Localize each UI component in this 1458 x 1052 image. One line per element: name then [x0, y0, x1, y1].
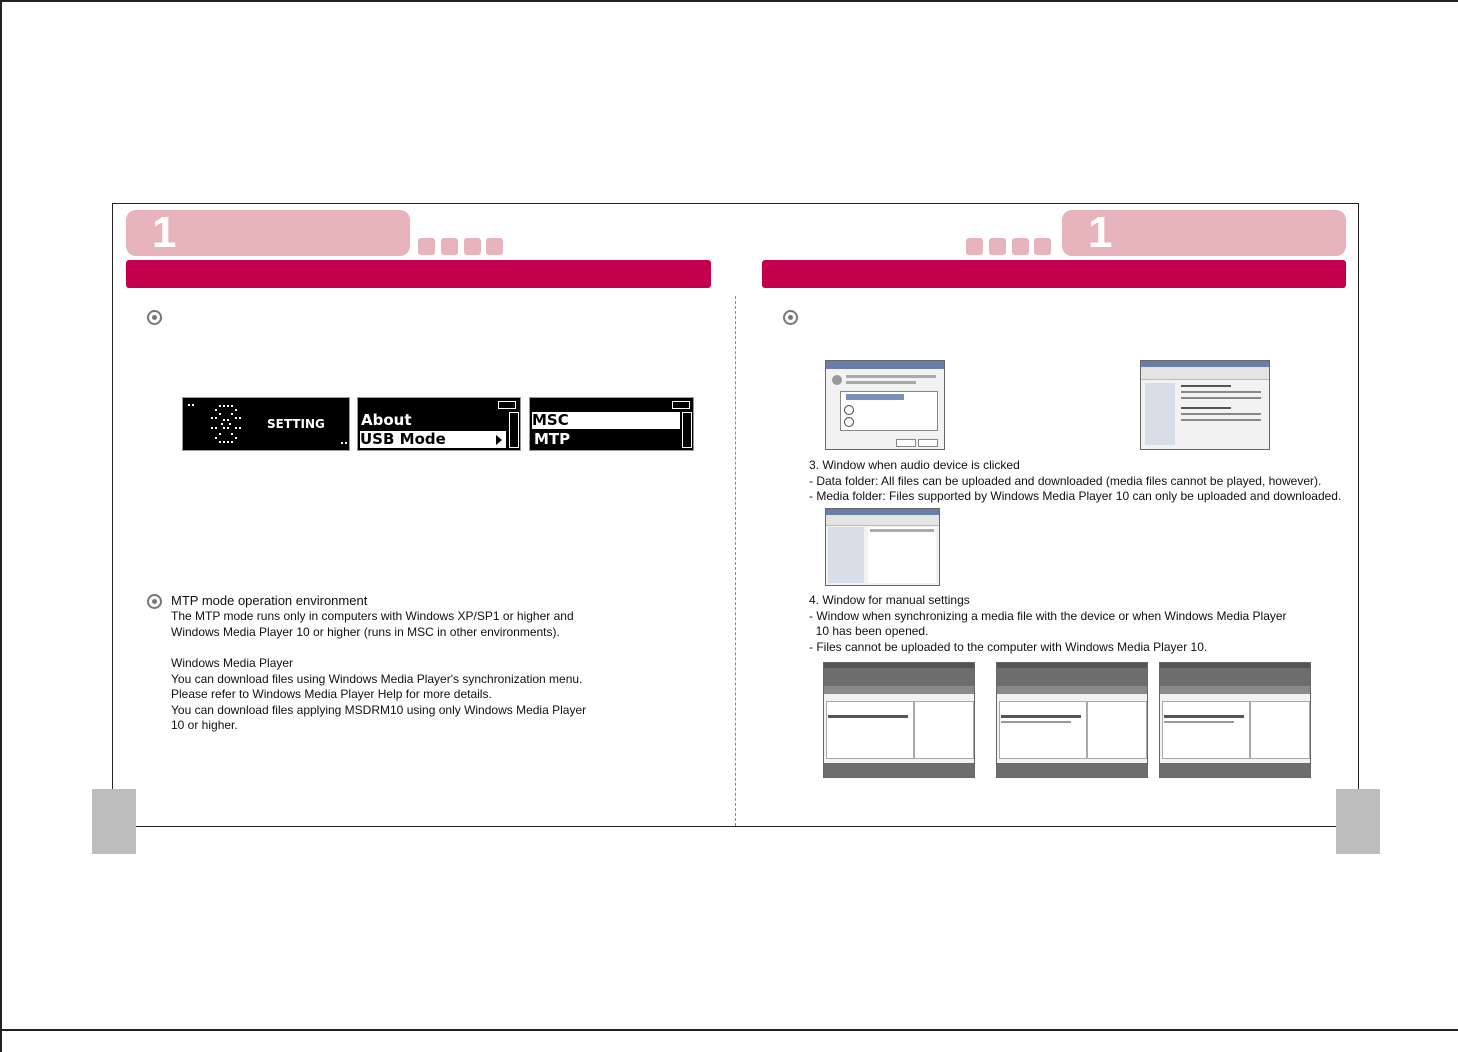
mtp-text-line: The MTP mode runs only in computers with Windows XP/SP1 or higher and	[171, 609, 574, 623]
submenu-arrow-icon	[496, 435, 502, 445]
left-section-band	[126, 260, 711, 288]
page-edge-left	[0, 0, 2, 1052]
chapter-dot	[464, 238, 481, 255]
device-screen-usb-mode	[357, 397, 521, 451]
step3-text-line: - Data folder: All files can be uploaded and downloaded (media files cannot be played, however).	[809, 474, 1322, 488]
wmp-text-line: You can download files using Windows Media Player's synchronization menu.	[171, 672, 583, 686]
screenshot-audio-device-window	[825, 508, 940, 586]
mtp-heading: MTP mode operation environment	[171, 593, 368, 608]
left-chapter-tab	[126, 210, 410, 256]
page-edge-bottom	[0, 1029, 1458, 1031]
menu-item-about: About	[361, 411, 412, 429]
section-bullet-icon	[783, 310, 798, 325]
chapter-dot	[989, 238, 1006, 255]
chapter-dot	[1034, 238, 1051, 255]
menu-item-usb-mode: USB Mode	[360, 431, 506, 448]
step4-text-line: - Window when synchronizing a media file with the device or when Windows Media Player	[809, 609, 1287, 623]
menu-item-mtp: MTP	[534, 430, 571, 448]
scrollbar	[682, 412, 692, 448]
chapter-dot	[966, 238, 983, 255]
screenshot-autoplay-dialog	[825, 360, 945, 450]
wmp-text-line: You can download files applying MSDRM10 using only Windows Media Player	[171, 703, 587, 717]
step4-text-line: 10 has been opened.	[809, 624, 929, 638]
right-section-band	[762, 260, 1346, 288]
screenshot-wmp-sync-3	[1159, 662, 1311, 778]
step3-heading: 3. Window when audio device is clicked	[809, 458, 1020, 472]
battery-icon	[672, 401, 690, 409]
center-divider	[735, 296, 736, 826]
chapter-dot	[418, 238, 435, 255]
step4-heading: 4. Window for manual settings	[809, 593, 970, 607]
left-page-tab	[92, 789, 136, 854]
right-chapter-tab	[1062, 210, 1346, 256]
wmp-text-line: Please refer to Windows Media Player Help for more details.	[171, 687, 492, 701]
left-chapter-number: 1	[152, 208, 177, 257]
screenshot-wmp-sync-2	[996, 662, 1148, 778]
step3-text-line: - Media folder: Files supported by Windows Media Player 10 can only be uploaded and downloaded.	[809, 489, 1342, 503]
page-edge-top	[0, 0, 1458, 2]
chapter-dot	[1012, 238, 1029, 255]
scrollbar	[509, 412, 519, 448]
mtp-text-line: Windows Media Player 10 or higher (runs in MSC in other environments).	[171, 625, 560, 639]
wmp-heading: Windows Media Player	[171, 656, 294, 670]
right-chapter-number: 1	[1088, 208, 1113, 257]
chapter-dot	[441, 238, 458, 255]
section-bullet-icon	[147, 310, 162, 325]
screenshot-wmp-sync-1	[823, 662, 975, 778]
right-page-tab	[1336, 789, 1380, 854]
battery-icon	[498, 401, 516, 409]
wmp-text-line: 10 or higher.	[171, 718, 238, 732]
device-screen-msc-mtp	[529, 397, 694, 451]
setting-label: SETTING	[267, 417, 325, 431]
device-screen-setting	[182, 397, 350, 451]
screenshot-device-folder	[1140, 360, 1270, 450]
menu-item-msc: MSC	[532, 412, 680, 429]
chapter-dot	[486, 238, 503, 255]
step4-text-line: - Files cannot be uploaded to the computer with Windows Media Player 10.	[809, 640, 1208, 654]
section-bullet-icon	[147, 594, 162, 609]
